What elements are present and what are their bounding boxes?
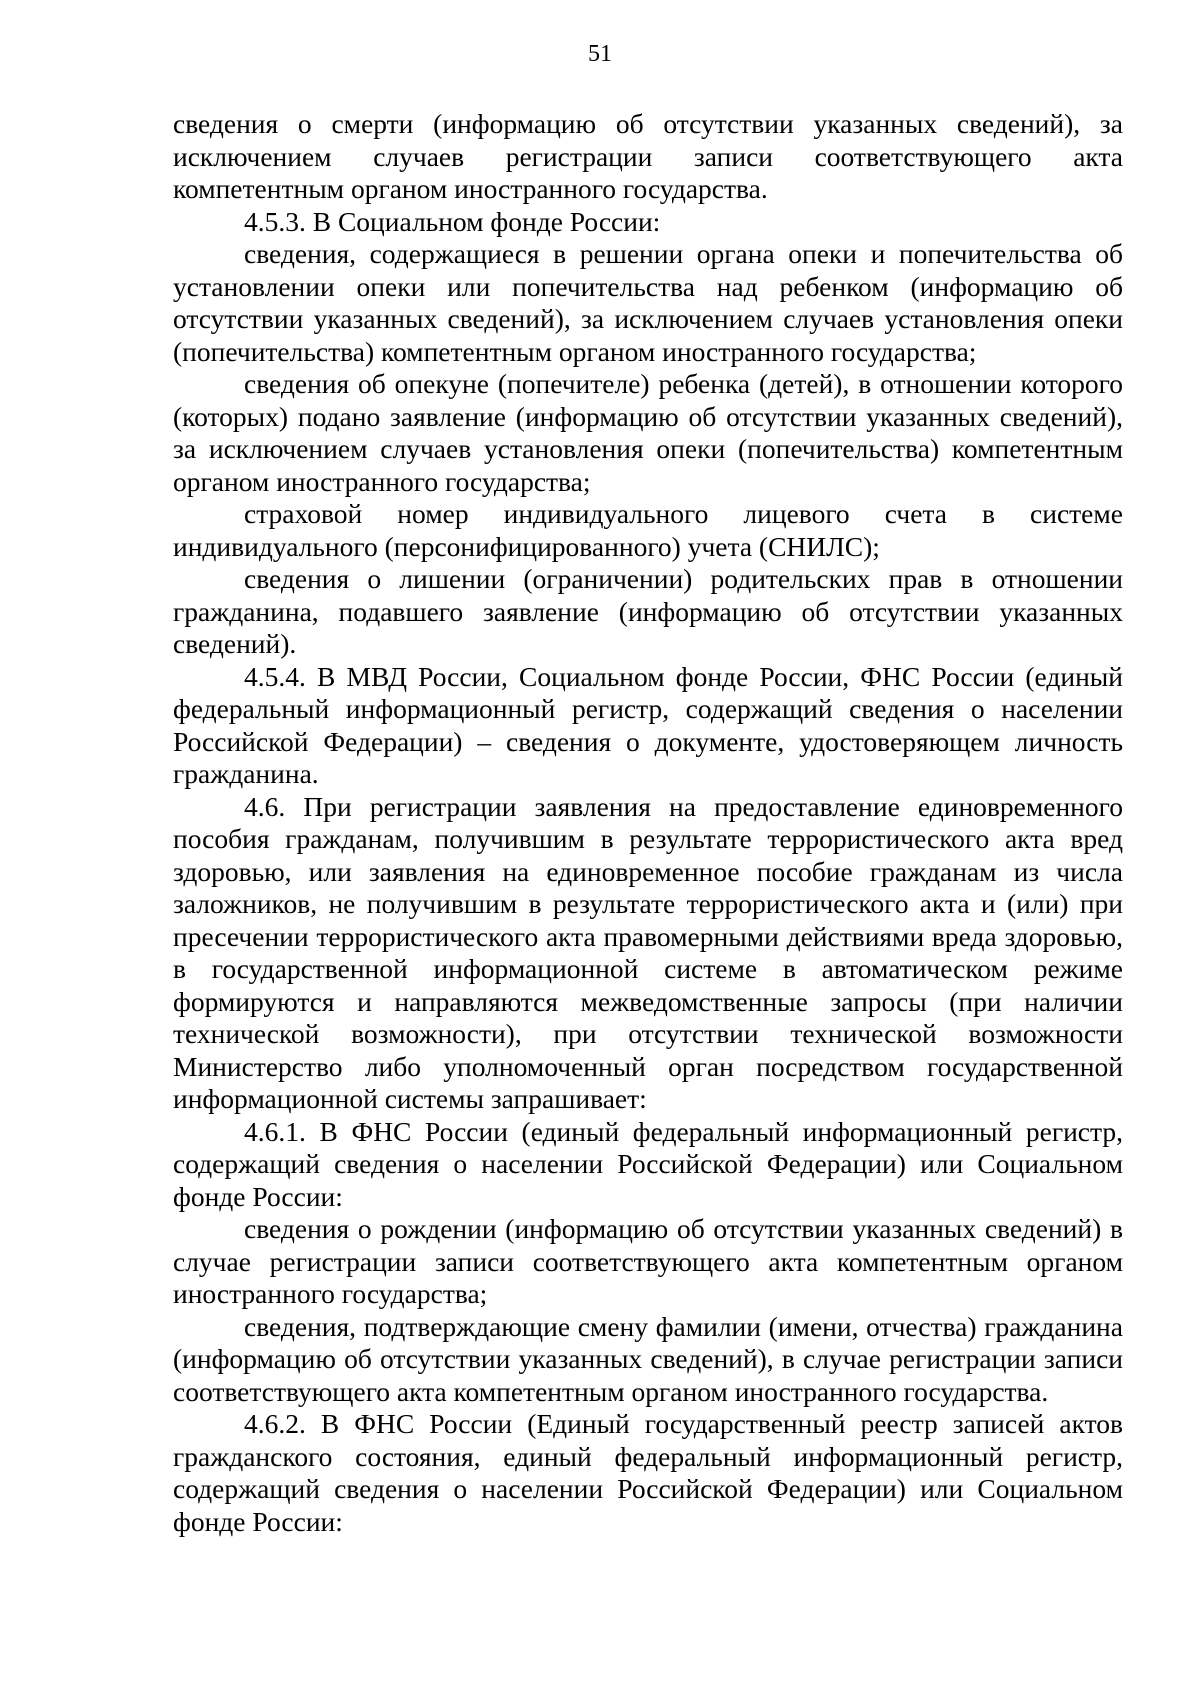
paragraph-continuation: сведения о смерти (информацию об отсутствии указанных сведений), за исключением случаев регистрации записи соответствующего акта компетентным органом иностранного государства. <box>173 108 1123 204</box>
document-body <box>173 108 1123 1538</box>
paragraph-snils: страховой номер индивидуального лицевого счета в системе индивидуального (персонифицированного) учета (СНИЛС); <box>173 498 1123 562</box>
paragraph-guardian-info: сведения об опекуне (попечителе) ребенка (детей), в отношении которого (которых) подано заявление (информацию об отсутствии указанных сведений), за исключением случаев установления опеки (попечительства) компетентным органом иностранного государства; <box>173 368 1123 497</box>
page-number: 51 <box>588 41 612 67</box>
section-4-6: 4.6. При регистрации заявления на предоставление единовременного пособия гражданам, получившим в результате террористического акта вред здоровью, или заявления на единовременное пособие гражданам из числа заложников, не получившим в результате террористического акта и (или) при пресечении террористического акта правомерными действиями вреда здоровью, в государственной информационной системе в автоматическом режиме формируются и направляются межведомственные запросы (при наличии технической возможности), при отсутствии технической возможности Министерство либо уполномоченный орган посредством государственной информационной системы запрашивает: <box>173 790 1123 1114</box>
section-heading-4-6-1: 4.6.1. В ФНС России (единый федеральный информационный регистр, содержащий сведения о населении Российской Федерации) или Социальном фонде России: <box>173 1115 1123 1212</box>
paragraph-guardianship-decision: сведения, содержащиеся в решении органа опеки и попечительства об установлении опеки или попечительства над ребенком (информацию об отсутствии указанных сведений), за исключением случаев установления опеки (попечительства) компетентным органом иностранного государства; <box>173 238 1123 367</box>
paragraph-birth-info: сведения о рождении (информацию об отсутствии указанных сведений) в случае регистрации записи соответствующего акта компетентным органом иностранного государства; <box>173 1213 1123 1309</box>
paragraph-parental-rights: сведения о лишении (ограничении) родительских прав в отношении гражданина, подавшего заявление (информацию об отсутствии указанных сведений). <box>173 563 1123 659</box>
section-heading-4-6-2: 4.6.2. В ФНС России (Единый государственный реестр записей актов гражданского состояния, единый федеральный информационный регистр, содержащий сведения о населении Российской Федерации) или Социальном фонде России: <box>173 1408 1123 1537</box>
paragraph-name-change: сведения, подтверждающие смену фамилии (имени, отчества) гражданина (информацию об отсутствии указанных сведений), в случае регистрации записи соответствующего акта компетентным органом иностранного государства. <box>173 1310 1123 1407</box>
section-4-5-4: 4.5.4. В МВД России, Социальном фонде России, ФНС России (единый федеральный информационный регистр, содержащий сведения о населении Российской Федерации) – сведения о документе, удостоверяющем личность гражданина. <box>173 660 1123 789</box>
section-heading-4-5-3: 4.5.3. В Социальном фонде России: <box>244 205 661 237</box>
